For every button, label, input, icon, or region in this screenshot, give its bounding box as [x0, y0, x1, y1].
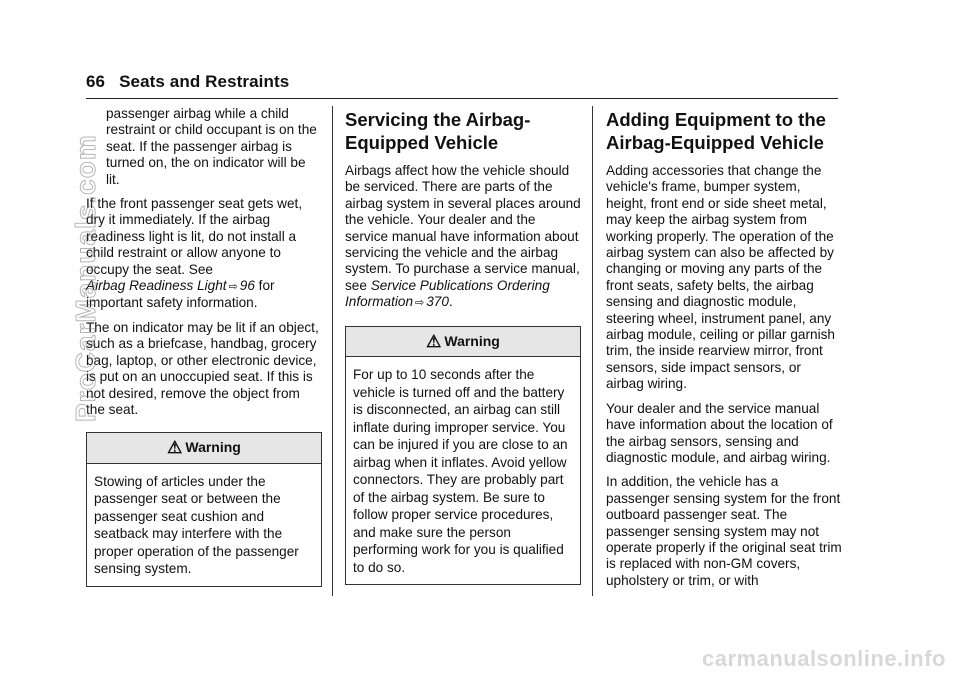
- warning-box: [86, 432, 322, 586]
- column-1: [86, 106, 322, 587]
- page-number: 66: [86, 72, 106, 91]
- cross-reference[interactable]: [86, 278, 255, 293]
- reference-title[interactable]: Service Publications Ordering Information: [345, 277, 550, 310]
- paragraph: Your dealer and the service manual have information about the location of the airbag sensors, sensing and diagnostic module, and airbag wiring.: [606, 400, 833, 465]
- column-divider: [592, 106, 593, 596]
- warning-header: [87, 433, 321, 463]
- warning-body: For up to 10 seconds after the vehicle is turned off and the battery is disconnected, an airbag can still inflate during improper service. You can be injured if you are close to an airbag when it inflates. Avoid yellow connectors. They are probably part of the airbag system. Be sure to follow proper service procedures, and make sure the person performing work for you is qualified to do so.: [353, 367, 568, 575]
- warning-title: Warning: [185, 439, 241, 456]
- paragraph: [345, 163, 581, 312]
- section-heading: Servicing the Airbag-Equipped Vehicle: [345, 109, 531, 153]
- running-header: [86, 72, 289, 92]
- section-title: Seats and Restraints: [119, 72, 290, 91]
- paragraph: In addition, the vehicle has a passenger sensing system for the front outboard passenger seat. The passenger sensing system may not operate properly if the original seat trim is replaced with non-GM covers, upholstery or trim, or with: [606, 474, 842, 588]
- warning-triangle-icon: ⚠: [426, 331, 442, 351]
- warning-body: Stowing of articles under the passenger seat or between the passenger seat cushion and seatback may interfere with the proper operation of the passenger sensing system.: [94, 473, 299, 577]
- paragraph-text: Airbags affect how the vehicle should be serviced. There are parts of the airbag system in several places around the vehicle. Your dealer and the service manual have information about servicing the vehicle and the airbag system. To purchase a service manual, see: [345, 163, 581, 293]
- paragraph: Adding accessories that change the vehicle's frame, bumper system, height, front end or side sheet metal, may keep the airbag system from working properly. The operation of the airbag system can also be affected by changing or moving any parts of the front seats, safety belts, the airbag sensing and diagnostic module, steering wheel, instrument panel, any airbag module, ceiling or pillar garnish trim, the inside rearview mirror, front sensors, side impact sensors, or airbag wiring.: [606, 163, 835, 392]
- reference-page: 96: [239, 278, 255, 294]
- warning-box: [345, 326, 581, 585]
- bottom-watermark: carmanualsonline.info: [702, 646, 946, 671]
- paragraph-text: If the front passenger seat gets wet, dry it immediately. If the airbag readiness light is lit, do not install a child restraint or allow anyone to occupy the seat. See: [86, 196, 303, 277]
- column-2: [345, 106, 581, 585]
- page-reference-arrow-icon: ⇨: [228, 281, 238, 294]
- continued-bullet-text: passenger airbag while a child restraint or child occupant is on the seat. If the passenger airbag is turned on, the on indicator will be lit.: [106, 106, 317, 187]
- paragraph-text-end: for important safety information.: [86, 278, 275, 311]
- side-watermark: ProCarManuals.com: [70, 134, 101, 422]
- page-reference-arrow-icon: ⇨: [415, 297, 425, 310]
- header-rule: [86, 98, 838, 99]
- section-heading: Adding Equipment to the Airbag-Equipped Vehicle: [606, 109, 826, 153]
- warning-triangle-icon: ⚠: [167, 438, 183, 458]
- column-3: [606, 106, 842, 597]
- paragraph-text-end: .: [448, 294, 453, 310]
- warning-title: Warning: [444, 332, 500, 349]
- column-divider: [332, 106, 333, 596]
- reference-title: Airbag Readiness Light: [86, 278, 227, 294]
- reference-page[interactable]: 370: [426, 294, 449, 310]
- paragraph: [86, 196, 322, 312]
- warning-header: [346, 327, 580, 357]
- paragraph: The on indicator may be lit if an object, such as a briefcase, handbag, grocery bag, laptop, or other electronic device, is put on an unoccupied seat. If this is not desired, remove the object from the seat.: [86, 319, 319, 417]
